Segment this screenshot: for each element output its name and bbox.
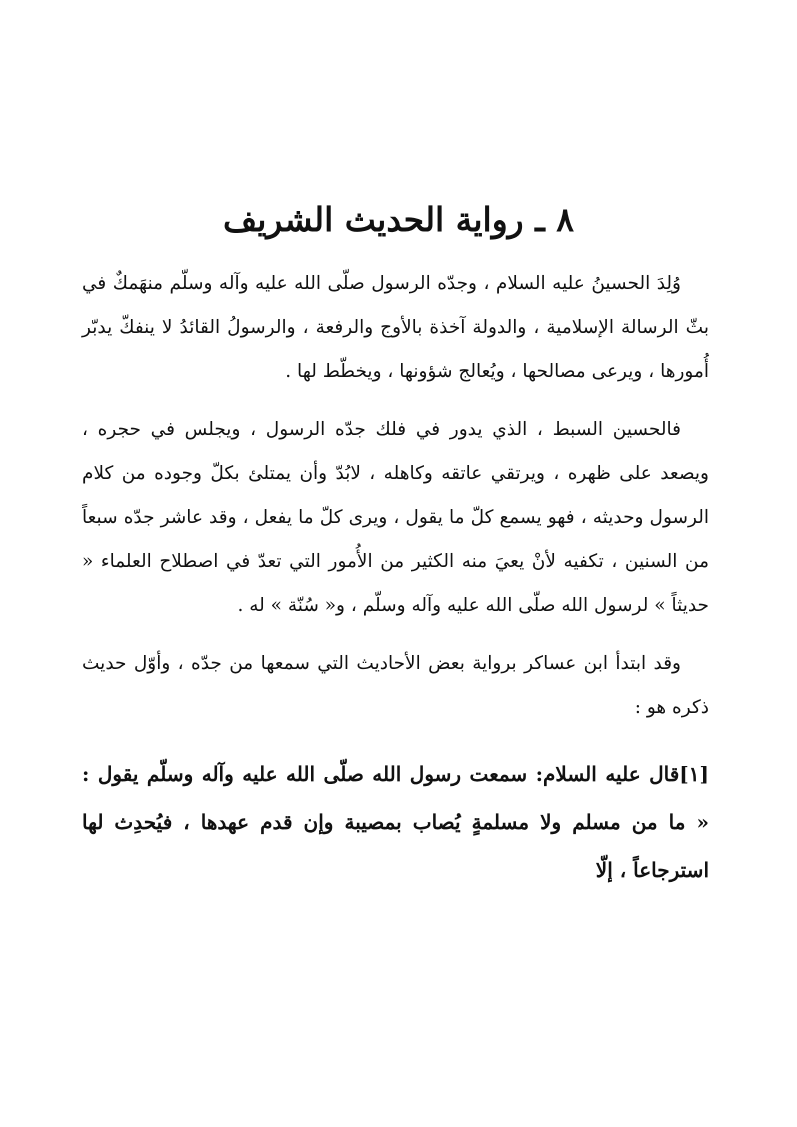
chapter-title: ٨ ـ رواية الحديث الشريف <box>223 200 574 239</box>
hadith-text: [١]قال عليه السلام: سمعت رسول الله صلّى الله عليه وآله وسلّم يقول : « ما من مسلم ولا مسلمةٍ يُصاب بمصيبة وإن قدم عهدها ، فيُحدِث لها استرجاعاً ، إلّا <box>82 762 709 882</box>
paragraph-3: وقد ابتدأ ابن عساكر برواية بعض الأحاديث التي سمعها من جدّه ، وأوّل حديث ذكره هو : <box>82 653 709 718</box>
paragraph-2: فالحسين السبط ، الذي يدور في فلك جدّه الرسول ، ويجلس في حجره ، ويصعد على ظهره ، ويرتقي عاتقه وكاهله ، لابُدّ وأن يمتلئ بكلّ وجوده من كلام الرسول وحديثه ، فهو يسمع كلّ ما يقول ، ويرى كلّ ما يفعل ، وقد عاشر جدّه سبعاً من السنين ، تكفيه لأنْ يعيَ منه الكثير من الأُمور التي تعدّ في اصطلاح العلماء « حديثاً » لرسول الله صلّى الله عليه وآله وسلّم ، و« سُنّة » له . <box>82 419 709 616</box>
page-body <box>82 262 709 894</box>
paragraph-1: وُلِدَ الحسينُ عليه السلام ، وجدّه الرسول صلّى الله عليه وآله وسلّم منهَمكٌ في بثّ الرسالة الإسلامية ، والدولة آخذة بالأوج والرفعة ، والرسولُ القائدُ لا ينفكّ يدبّر أُمورها ، ويرعى مصالحها ، ويُعالج شؤونها ، ويخطّط لها . <box>82 273 709 382</box>
